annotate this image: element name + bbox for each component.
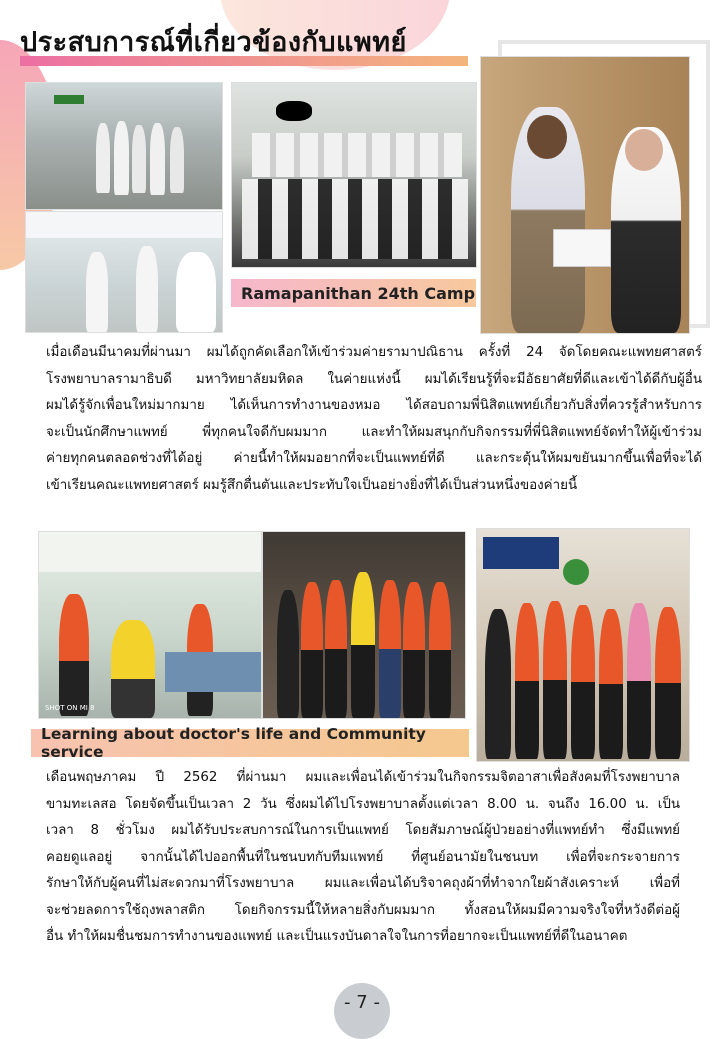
paragraph-line: ขามทะเลสอ โดยจัดขึ้นเป็นเวลา 2 วัน ซึ่งผมได้ไปโรงพยาบาลตั้งแต่เวลา 8.00 น. จนถึง 16.00 น. เป็น — [46, 796, 680, 812]
paragraph-line: โรงพยาบาลรามาธิบดี มหาวิทยาลัยมหิดล ในค่ายแห่งนี้ ผมได้เรียนรู้ที่จะมีอัธยาศัยที่ดีและเข้าได้ดีกับผู้อื่น — [46, 371, 702, 387]
photo-hallway — [25, 82, 223, 210]
photo-laboratory — [25, 211, 223, 333]
paragraph-line: อื่น ทำให้ผมชื่นชมการทำงานของแพทย์ และเป็นแรงบันดาลใจในการที่อยากจะเป็นแพทย์ที่ดีในอนาคต — [46, 929, 628, 944]
certificate — [553, 229, 611, 267]
page-number: - 7 - — [344, 992, 380, 1013]
hospital-sign — [483, 537, 559, 569]
paragraph-line: จะเป็นนักศึกษาแพทย์ พี่ทุกคนใจดีกับผมมาก และทำให้ผมสนุกกับกิจกรรมที่พี่นิสิตแพทย์จัดทำให้ผู้เข้าร่วม — [46, 424, 702, 440]
camp-banner — [276, 101, 312, 121]
section1-caption: Ramapanithan 24th Camp — [231, 279, 476, 307]
page-title: ประสบการณ์ที่เกี่ยวข้องกับแพทย์ — [20, 27, 407, 58]
section2-paragraph — [46, 765, 680, 951]
paragraph-line: ผมได้รู้จักเพื่อนใหม่มากมาย ได้เห็นการทำงานของหมอ ได้สอบถามพี่นิสิตแพทย์เกี่ยวกับสิ่งที่ควรรู้สำหรับการ — [46, 398, 702, 413]
paragraph-line: เวลา 8 ชั่วโมง ผมได้รับประสบการณ์ในการเป็นแพทย์ โดยสัมภาษณ์ผู้ป่วยอย่างที่แพทย์ทำ ซึ่งมีแพทย์ — [46, 823, 680, 838]
paragraph-line: ค่ายทุกคนตลอดช่วงที่ได้อยู่ ค่ายนี้ทำให้ผมอยากที่จะเป็นแพทย์ที่ดี และกระตุ้นให้ผมขยันมากขึ้นเพื่อที่จะได้ — [46, 451, 702, 466]
photo-hospital-ward — [38, 531, 262, 719]
paragraph-line: เข้าเรียนคณะแพทยศาสตร์ ผมรู้สึกตื่นตันและประทับใจเป็นอย่างยิ่งที่ได้เป็นส่วนหนึ่งของค่ายนี้ — [46, 477, 578, 493]
hall-sign — [54, 95, 84, 104]
photo-donation — [476, 528, 690, 762]
paragraph-line: จะช่วยลดการใช้ถุงพลาสติก โดยกิจกรรมนี้ให้หลายสิ่งกับผมมาก ทั้งสอนให้ผมมีความจริงใจที่หวังดีต่อผู้ — [46, 902, 680, 918]
hospital-emblem — [563, 559, 589, 585]
section1-paragraph — [46, 340, 702, 499]
paragraph-line: รักษาให้กับผู้คนที่ไม่สะดวกมาที่โรงพยาบาล ผมและเพื่อนได้บริจาคถุงผ้าที่ทำจากใยผ้าสังเคราะห์ เพื่อที่ — [46, 876, 680, 891]
paragraph-line: คอยดูแลอยู่ จากนั้นได้ไปออกพื้นที่ในชนบทกับทีมแพทย์ ที่ศูนย์อนามัยในชนบท เพื่อที่จะกระจายการ — [46, 849, 680, 865]
paragraph-line: เมื่อเดือนมีนาคมที่ผ่านมา ผมได้ถูกคัดเลือกให้เข้าร่วมค่ายรามาปณิธาน ครั้งที่ 24 จัดโดยคณะแพทยศาสตร์ — [46, 345, 702, 360]
photo-camp-group — [231, 82, 477, 268]
photo-certificate-award — [480, 56, 690, 334]
camera-watermark: SHOT ON MI 8 — [45, 704, 95, 712]
section2-caption: Learning about doctor's life and Community service — [31, 729, 469, 757]
paragraph-line: เดือนพฤษภาคม ปี 2562 ที่ผ่านมา ผมและเพื่อนได้เข้าร่วมในกิจกรรมจิตอาสาเพื่อสังคมที่โรงพยาบาล — [46, 770, 680, 785]
photo-team — [262, 531, 466, 719]
